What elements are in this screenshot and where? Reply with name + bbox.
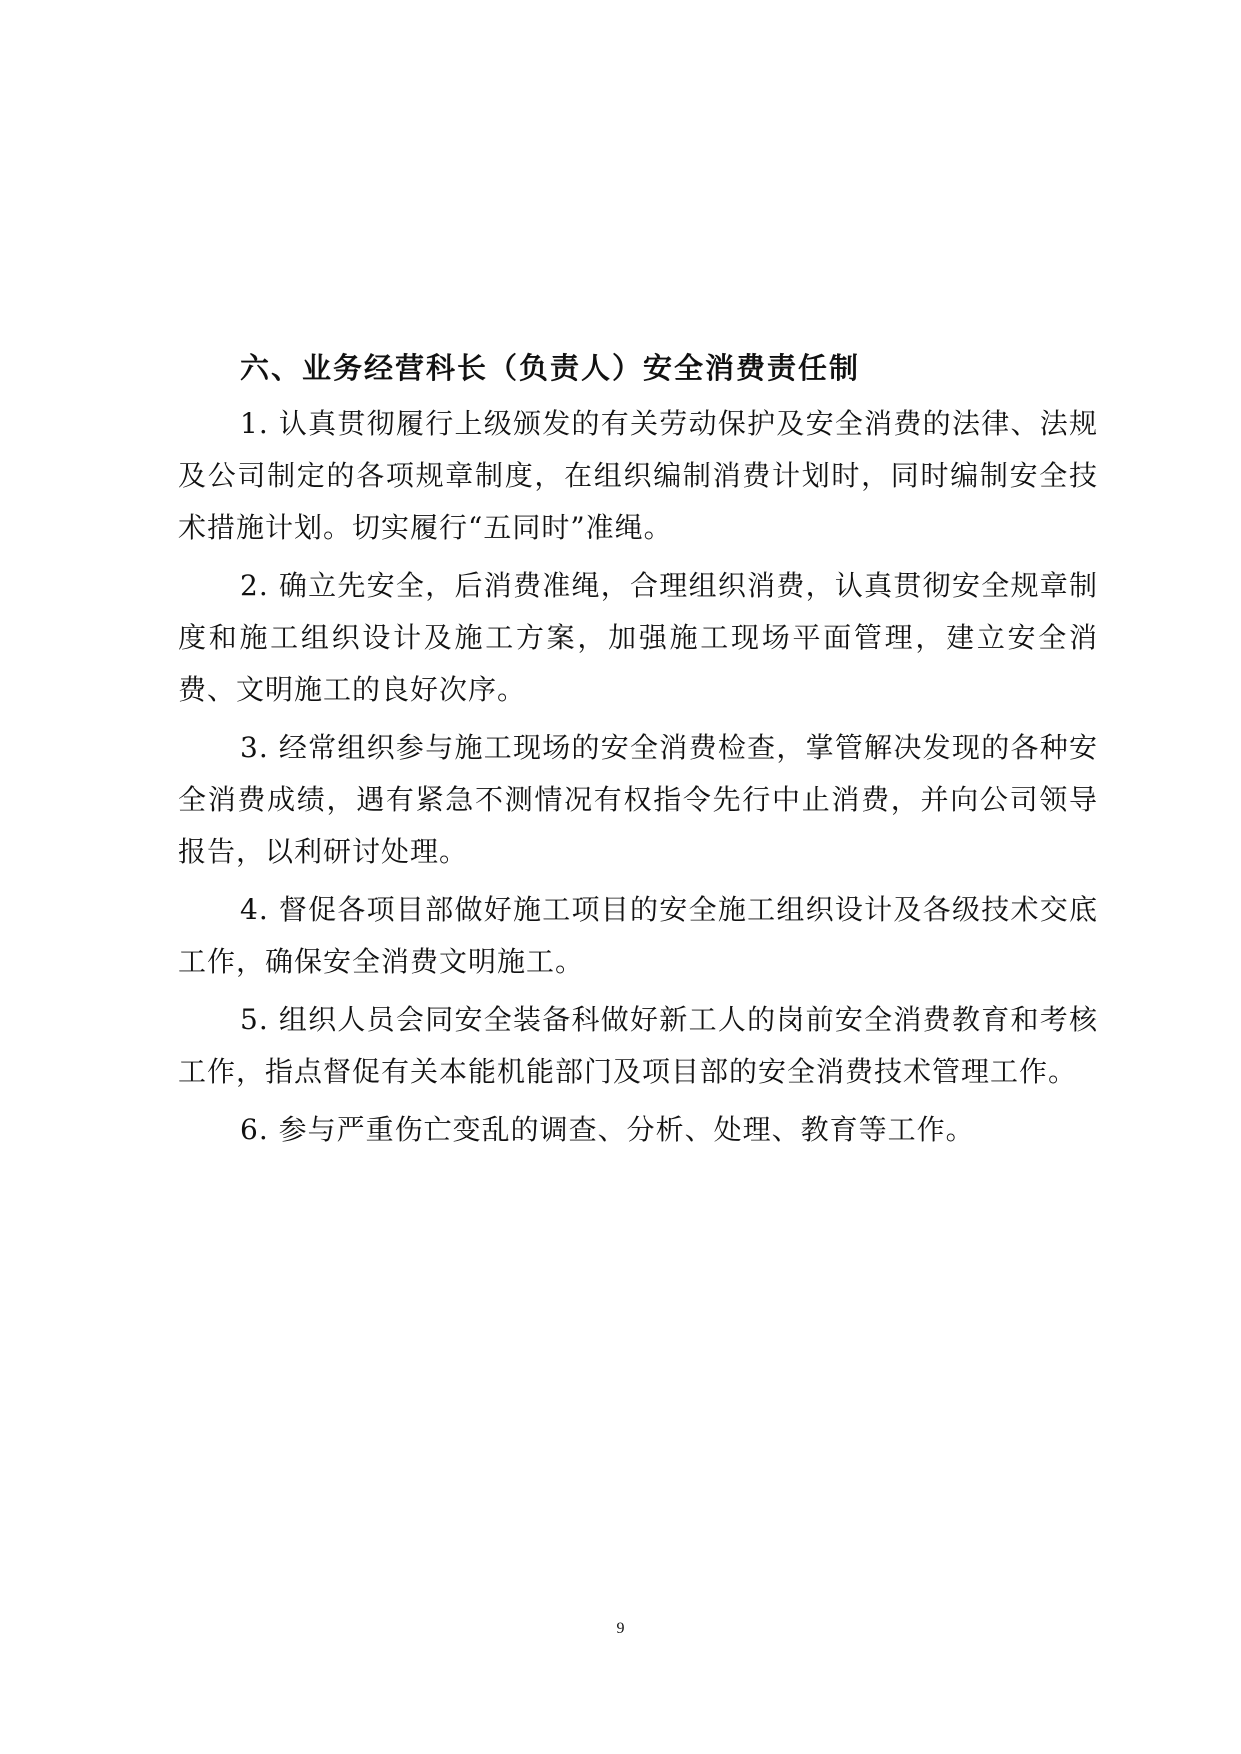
paragraph-2: 2. 确立先安全，后消费准绳，合理组织消费，认真贯彻安全规章制度和施工组织设计及施工方案，加强施工现场平面管理，建立安全消费、文明施工的良好次序。: [178, 569, 1098, 706]
section-heading: 六、业务经营科长（负责人）安全消费责任制: [240, 351, 861, 385]
paragraph-3: 3. 经常组织参与施工现场的安全消费检查，掌管解决发现的各种安全消费成绩，遇有紧急不测情况有权指令先行中止消费，并向公司领导报告，以利研讨处理。: [178, 731, 1098, 868]
paragraph-5: 5. 组织人员会同安全装备科做好新工人的岗前安全消费教育和考核工作，指点督促有关本能机能部门及项目部的安全消费技术管理工作。: [178, 1003, 1098, 1088]
paragraph-4: 4. 督促各项目部做好施工项目的安全施工组织设计及各级技术交底工作，确保安全消费文明施工。: [178, 893, 1098, 978]
paragraph-6: 6. 参与严重伤亡变乱的调查、分析、处理、教育等工作。: [240, 1113, 975, 1146]
page-number: 9: [616, 1620, 625, 1637]
document-body: [178, 348, 1098, 1162]
paragraph-1: 1. 认真贯彻履行上级颁发的有关劳动保护及安全消费的法律、法规及公司制定的各项规章制度，在组织编制消费计划时，同时编制安全技术措施计划。切实履行“五同时”准绳。: [178, 407, 1098, 544]
